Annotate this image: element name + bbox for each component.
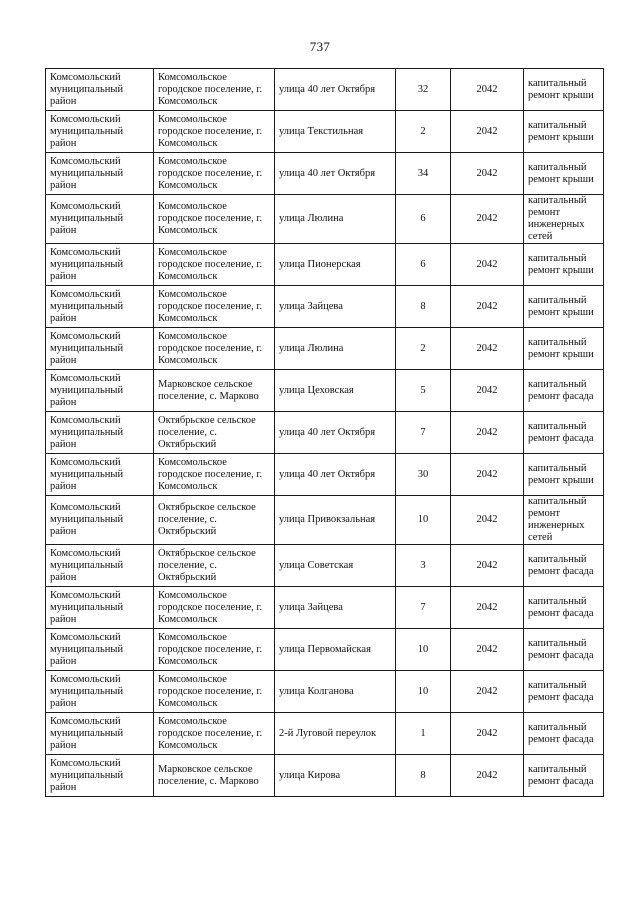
settlement-cell: Комсомольское городское поселение, г. Комсомольск [154,671,275,713]
table-row [46,629,604,671]
street-cell: улица 40 лет Октября [275,412,396,454]
settlement-cell: Комсомольское городское поселение, г. Комсомольск [154,328,275,370]
year-cell: 2042 [451,587,524,629]
year-cell: 2042 [451,713,524,755]
table-row [46,69,604,111]
house-number-cell: 7 [396,412,451,454]
table-row [46,713,604,755]
year-cell: 2042 [451,496,524,545]
work-type-cell: капитальный ремонт крыши [524,153,604,195]
district-cell: Комсомольский муниципальный район [46,328,154,370]
district-cell: Комсомольский муниципальный район [46,454,154,496]
settlement-cell: Комсомольское городское поселение, г. Комсомольск [154,111,275,153]
year-cell: 2042 [451,755,524,797]
street-cell: улица 40 лет Октября [275,69,396,111]
house-number-cell: 3 [396,545,451,587]
house-number-cell: 6 [396,244,451,286]
district-cell: Комсомольский муниципальный район [46,111,154,153]
district-cell: Комсомольский муниципальный район [46,244,154,286]
work-type-cell: капитальный ремонт фасада [524,671,604,713]
table-row [46,412,604,454]
street-cell: улица 40 лет Октября [275,454,396,496]
street-cell: улица Люлина [275,195,396,244]
year-cell: 2042 [451,286,524,328]
street-cell: улица Люлина [275,328,396,370]
house-number-cell: 10 [396,496,451,545]
table-row [46,286,604,328]
year-cell: 2042 [451,328,524,370]
year-cell: 2042 [451,370,524,412]
street-cell: 2-й Луговой переулок [275,713,396,755]
settlement-cell: Октябрьское сельское поселение, с. Октябрьский [154,545,275,587]
table-row [46,587,604,629]
year-cell: 2042 [451,545,524,587]
table-row [46,153,604,195]
work-type-cell: капитальный ремонт крыши [524,286,604,328]
district-cell: Комсомольский муниципальный район [46,545,154,587]
settlement-cell: Октябрьское сельское поселение, с. Октябрьский [154,496,275,545]
street-cell: улица Привокзальная [275,496,396,545]
work-type-cell: капитальный ремонт фасада [524,412,604,454]
settlement-cell: Комсомольское городское поселение, г. Комсомольск [154,587,275,629]
table-row [46,111,604,153]
table-row [46,244,604,286]
settlement-cell: Комсомольское городское поселение, г. Комсомольск [154,713,275,755]
settlement-cell: Октябрьское сельское поселение, с. Октябрьский [154,412,275,454]
district-cell: Комсомольский муниципальный район [46,69,154,111]
work-type-cell: капитальный ремонт крыши [524,244,604,286]
district-cell: Комсомольский муниципальный район [46,755,154,797]
work-type-cell: капитальный ремонт фасада [524,755,604,797]
district-cell: Комсомольский муниципальный район [46,671,154,713]
house-number-cell: 2 [396,328,451,370]
street-cell: улица Цеховская [275,370,396,412]
table-row [46,195,604,244]
work-type-cell: капитальный ремонт инженерных сетей [524,195,604,244]
settlement-cell: Марковское сельское поселение, с. Марково [154,370,275,412]
work-type-cell: капитальный ремонт фасада [524,713,604,755]
year-cell: 2042 [451,454,524,496]
house-number-cell: 1 [396,713,451,755]
street-cell: улица 40 лет Октября [275,153,396,195]
table-row [46,671,604,713]
house-number-cell: 8 [396,755,451,797]
work-type-cell: капитальный ремонт фасада [524,587,604,629]
year-cell: 2042 [451,153,524,195]
house-number-cell: 32 [396,69,451,111]
street-cell: улица Кирова [275,755,396,797]
settlement-cell: Комсомольское городское поселение, г. Комсомольск [154,286,275,328]
work-type-cell: капитальный ремонт крыши [524,69,604,111]
house-number-cell: 8 [396,286,451,328]
district-cell: Комсомольский муниципальный район [46,412,154,454]
work-type-cell: капитальный ремонт фасада [524,545,604,587]
year-cell: 2042 [451,244,524,286]
house-number-cell: 34 [396,153,451,195]
district-cell: Комсомольский муниципальный район [46,587,154,629]
table-row [46,496,604,545]
district-cell: Комсомольский муниципальный район [46,496,154,545]
work-type-cell: капитальный ремонт инженерных сетей [524,496,604,545]
work-type-cell: капитальный ремонт крыши [524,111,604,153]
table-row [46,545,604,587]
table-row [46,328,604,370]
district-cell: Комсомольский муниципальный район [46,713,154,755]
house-number-cell: 5 [396,370,451,412]
settlement-cell: Комсомольское городское поселение, г. Комсомольск [154,454,275,496]
house-number-cell: 7 [396,587,451,629]
house-number-cell: 10 [396,671,451,713]
street-cell: улица Колганова [275,671,396,713]
repair-schedule-table [45,68,604,797]
settlement-cell: Комсомольское городское поселение, г. Комсомольск [154,69,275,111]
settlement-cell: Марковское сельское поселение, с. Марково [154,755,275,797]
year-cell: 2042 [451,629,524,671]
work-type-cell: капитальный ремонт крыши [524,328,604,370]
work-type-cell: капитальный ремонт фасада [524,629,604,671]
district-cell: Комсомольский муниципальный район [46,370,154,412]
house-number-cell: 30 [396,454,451,496]
year-cell: 2042 [451,671,524,713]
district-cell: Комсомольский муниципальный район [46,195,154,244]
district-cell: Комсомольский муниципальный район [46,286,154,328]
work-type-cell: капитальный ремонт фасада [524,370,604,412]
street-cell: улица Пионерская [275,244,396,286]
house-number-cell: 10 [396,629,451,671]
street-cell: улица Советская [275,545,396,587]
settlement-cell: Комсомольское городское поселение, г. Комсомольск [154,195,275,244]
year-cell: 2042 [451,111,524,153]
street-cell: улица Зайцева [275,587,396,629]
district-cell: Комсомольский муниципальный район [46,153,154,195]
house-number-cell: 6 [396,195,451,244]
district-cell: Комсомольский муниципальный район [46,629,154,671]
street-cell: улица Первомайская [275,629,396,671]
house-number-cell: 2 [396,111,451,153]
table-row [46,755,604,797]
table-row [46,370,604,412]
street-cell: улица Текстильная [275,111,396,153]
page-number: 737 [309,39,331,54]
street-cell: улица Зайцева [275,286,396,328]
settlement-cell: Комсомольское городское поселение, г. Комсомольск [154,244,275,286]
table-row [46,454,604,496]
year-cell: 2042 [451,69,524,111]
year-cell: 2042 [451,195,524,244]
settlement-cell: Комсомольское городское поселение, г. Комсомольск [154,153,275,195]
work-type-cell: капитальный ремонт крыши [524,454,604,496]
year-cell: 2042 [451,412,524,454]
settlement-cell: Комсомольское городское поселение, г. Комсомольск [154,629,275,671]
